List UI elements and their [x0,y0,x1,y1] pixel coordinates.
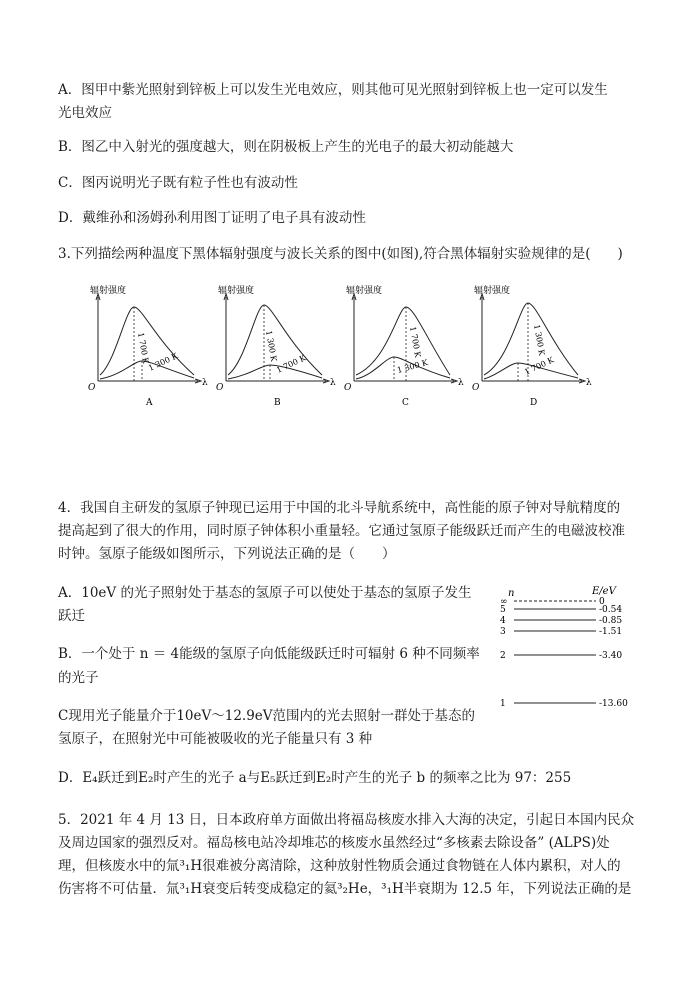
cold-temp-label: 1 700 K [523,355,556,377]
origin-label: O [216,383,224,393]
level-n-3: 3 [500,627,506,637]
q3-graph-c [344,285,464,408]
q4-option-d: D．E₄跃迁到E₂时产生的光子 a与E₅跃迁到E₂时产生的光子 b 的频率之比为 97：255 [58,770,572,786]
cold-temp-label: 1 300 K [396,358,429,375]
origin-label: O [344,383,352,393]
y-axis-label: 辐射强度 [90,286,127,296]
q4-option-a-line2: 跃迁 [58,608,85,624]
q4-stem-line2: 提高起到了很大的作用，同时原子钟体积小重量轻。它通过氢原子能级跃迁而产生的电磁波校准 [58,523,625,539]
level-e-2: -3.40 [599,651,623,661]
level-n-1: 1 [500,699,506,709]
origin-label: O [88,383,96,393]
level-n-inf: ∞ [500,597,508,607]
level-e-1: -13.60 [599,699,628,709]
q2-option-d: D．戴维孙和汤姆孙利用图丁证明了电子具有波动性 [58,210,366,226]
hydrogen-energy-level-diagram [496,582,646,722]
x-axis-label: λ [202,378,208,388]
q2-option-a-line1: A．图甲中紫光照射到锌板上可以发生光电效应，则其他可见光照射到锌板上也一定可以发生 [58,82,608,98]
hot-temp-label: 1 700 K [136,331,151,365]
level-e-4: -0.85 [599,616,623,626]
q4-option-a-line1: A．10eV 的光子照射处于基态的氢原子可以使处于基态的氢原子发生 [58,585,472,601]
q2-option-b: B．图乙中入射光的强度越大，则在阴极板上产生的光电子的最大初动能越大 [58,139,514,155]
graph-label: C [402,398,409,408]
x-axis-label: λ [458,378,464,388]
q5-line1: 5．2021 年 4 月 13 日，日本政府单方面做出将福岛核废水排入大海的决定，引起日本国内民众 [58,812,635,828]
q5-line4: 伤害将不可估量．氚³₁H衰变后转变成稳定的氦³₂He，³₁H半衰期为 12.5 年，下列说法正确的是 [58,881,632,897]
q4-stem-line3: 时钟。氢原子能级如图所示，下列说法正确的是（ ） [58,546,396,562]
q5-line3: 理，但核废水中的氚³₁H很难被分离清除，这种放射性物质会通过食物链在人体内累积，对人的 [58,858,621,874]
origin-label: O [472,383,480,393]
x-axis-label: λ [330,378,336,388]
q2-option-c: C．图丙说明光子既有粒子性也有波动性 [58,175,298,191]
x-axis-label: λ [586,378,592,388]
level-n-2: 2 [500,651,506,661]
graph-label: D [530,398,538,408]
y-axis-label: 辐射强度 [474,286,511,296]
cold-temp-label: 1 700 K [275,353,308,375]
q4-option-b-line1: B．一个处于 n ＝ 4能级的氢原子向低能级跃迁时可辐射 6 种不同频率 [58,646,480,662]
q3-graph-d [472,285,592,408]
level-header-n: n [508,588,515,599]
level-n-5: 5 [500,605,506,615]
q2-option-a-line2: 光电效应 [58,105,112,121]
y-axis-label: 辐射强度 [346,286,383,296]
hot-temp-label: 1 300 K [532,323,547,357]
q3-graph-a [88,285,208,408]
level-n-4: 4 [500,616,506,626]
q4-option-c-line1: C现用光子能量介于10eV～12.9eV范围内的光去照射一群处于基态的 [58,708,476,724]
q3-graph-panel [80,285,600,415]
level-e-inf: 0 [599,597,605,607]
level-e-5: -0.54 [599,605,623,615]
y-axis-label: 辐射强度 [218,286,255,296]
level-e-3: -1.51 [599,627,623,637]
graph-label: B [274,398,281,408]
level-header-e: E/eV [592,586,616,597]
graph-label: A [146,398,153,408]
q4-stem-line1: 4．我国自主研发的氢原子钟现已运用于中国的北斗导航系统中，高性能的原子钟对导航精度的 [58,500,621,516]
hot-temp-label: 1 300 K [264,329,279,363]
q3-stem: 3.下列描绘两种温度下黑体辐射强度与波长关系的图中(如图),符合黑体辐射实验规律的是( ) [58,246,623,262]
q4-option-c-line2: 氢原子，在照射光中可能被吸收的光子能量只有 3 种 [58,731,373,747]
cold-temp-label: 1 300 K [147,351,180,373]
q4-option-b-line2: 的光子 [58,670,99,686]
q5-line2: 及周边国家的强烈反对。福岛核电站冷却堆芯的核废水虽然经过“多核素去除设备” (ALPS)处 [58,835,610,851]
hot-temp-label: 1 700 K [408,325,423,359]
q3-graph-b [216,285,336,408]
